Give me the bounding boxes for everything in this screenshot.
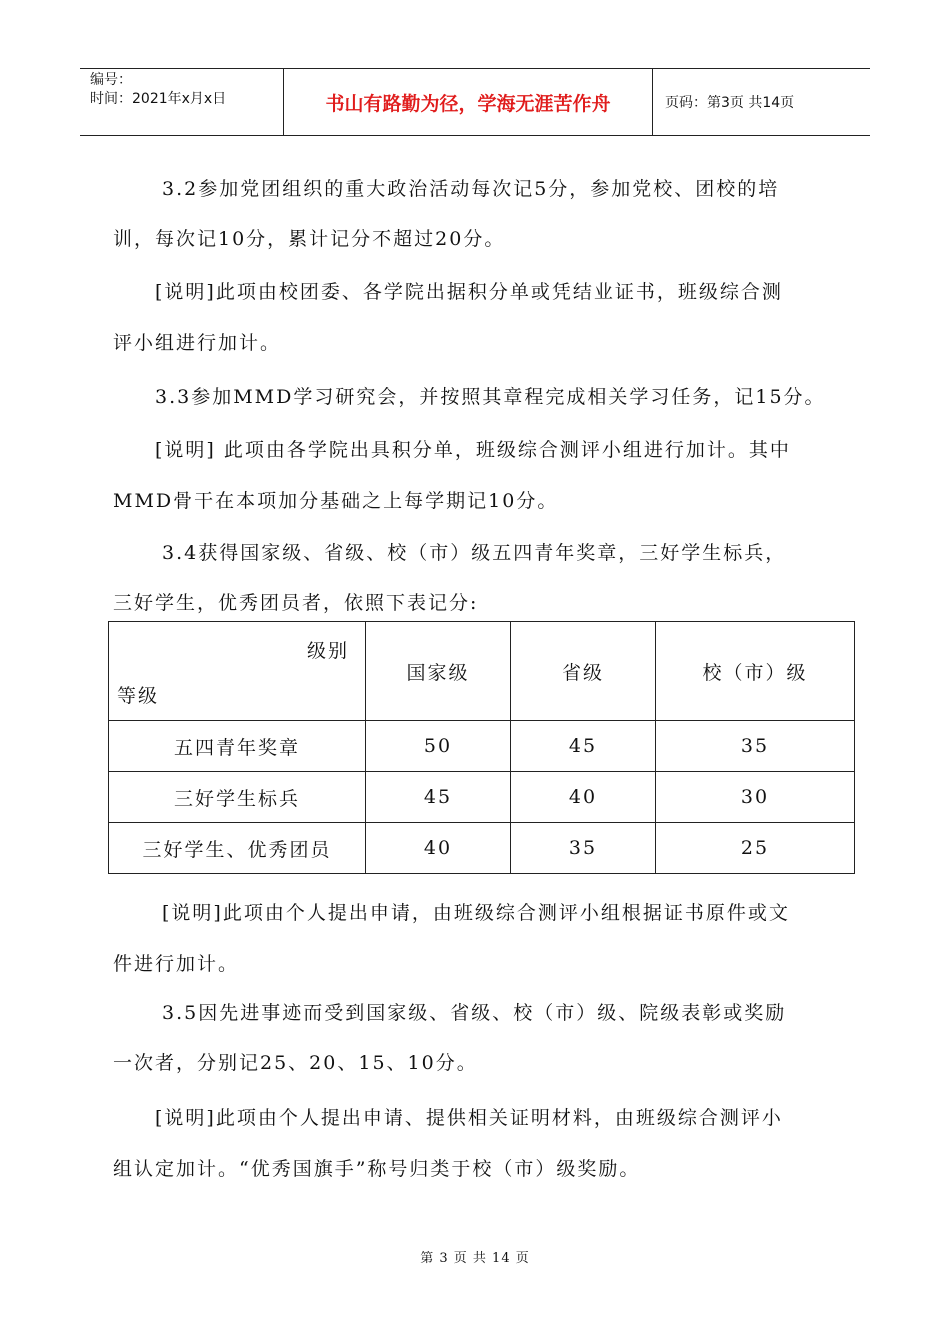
table-row: [109, 823, 855, 874]
paragraph-line: 一次者，分别记25、20、15、10分。: [113, 1052, 478, 1074]
column-header: 校（市）级: [656, 622, 855, 721]
table-corner-cell: [109, 622, 366, 721]
paragraph-line: 组认定加计。“优秀国旗手”称号归类于校（市）级奖励。: [113, 1158, 641, 1180]
table-cell: 45: [511, 721, 656, 772]
paragraph-line: 三好学生，优秀团员者，依照下表记分:: [113, 592, 479, 614]
table-cell: 35: [656, 721, 855, 772]
paragraph-line: 3.4获得国家级、省级、校（市）级五四青年奖章，三好学生标兵，: [162, 542, 787, 564]
paragraph-line: [说明]此项由个人提出申请，由班级综合测评小组根据证书原件或文: [162, 902, 790, 924]
column-header: 省级: [511, 622, 656, 721]
row-label: 三好学生标兵: [109, 772, 366, 823]
corner-level-label: 级别: [306, 640, 349, 662]
paragraph-line: 件进行加计。: [113, 953, 240, 975]
row-label: 五四青年奖章: [109, 721, 366, 772]
number-label: 编号：: [90, 72, 132, 88]
corner-grade-label: 等级: [117, 685, 160, 707]
table-header-row: [109, 622, 855, 721]
page-footer: 第 3 页 共 14 页: [420, 1251, 530, 1266]
table-cell: 45: [366, 772, 511, 823]
row-label: 三好学生、优秀团员: [109, 823, 366, 874]
date-label: 时间：2021年x月x日: [90, 91, 227, 107]
paragraph-line: [说明]此项由校团委、各学院出据积分单或凭结业证书，班级综合测: [155, 281, 783, 303]
table-row: [109, 772, 855, 823]
paragraph-line: 3.5因先进事迹而受到国家级、省级、校（市）级、院级表彰或奖励: [162, 1002, 787, 1024]
paragraph-line: 评小组进行加计。: [113, 332, 282, 354]
table-cell: 40: [366, 823, 511, 874]
awards-table: [108, 621, 855, 874]
paragraph-line: 3.2参加党团组织的重大政治活动每次记5分，参加党校、团校的培: [162, 178, 780, 200]
table-cell: 50: [366, 721, 511, 772]
header-meta: [80, 69, 283, 135]
paragraph-line: MMD骨干在本项加分基础之上每学期记10分。: [113, 490, 559, 512]
paragraph-line: 训，每次记10分，累计记分不超过20分。: [113, 228, 506, 250]
page-header: [80, 68, 870, 136]
column-header: 国家级: [366, 622, 511, 721]
paragraph-line: 3.3参加MMD学习研究会，并按照其章程完成相关学习任务，记15分。: [155, 386, 826, 408]
header-motto: 书山有路勤为径，学海无涯苦作舟: [283, 69, 653, 135]
table-cell: 30: [656, 772, 855, 823]
table-cell: 40: [511, 772, 656, 823]
table-cell: 35: [511, 823, 656, 874]
paragraph-line: [说明] 此项由各学院出具积分单，班级综合测评小组进行加计。其中: [155, 439, 791, 461]
paragraph-line: [说明]此项由个人提出申请、提供相关证明材料，由班级综合测评小: [155, 1107, 783, 1129]
header-page-info: 页码：第3页 共14页: [665, 95, 795, 111]
table-cell: 25: [656, 823, 855, 874]
table-row: [109, 721, 855, 772]
